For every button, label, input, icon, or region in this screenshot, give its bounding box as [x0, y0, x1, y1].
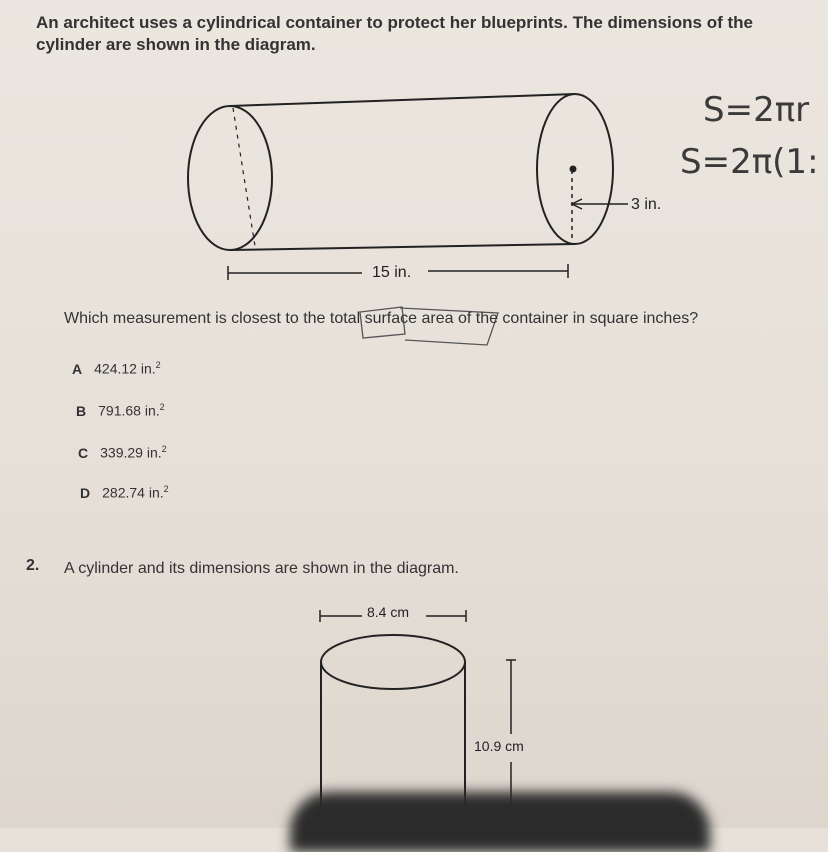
handwritten-formula-2: S=2π(1:	[680, 142, 819, 182]
choice-a-letter: A	[72, 360, 83, 377]
choice-b-value: 791.68 in.	[98, 402, 160, 419]
diameter-label: 8.4 cm	[367, 604, 410, 620]
choice-b-power: 2	[159, 402, 165, 412]
center-dot	[570, 166, 577, 173]
photo-shadow	[290, 792, 710, 852]
height-label: 10.9 cm	[474, 738, 524, 754]
handwritten-formula-1: S=2πr	[703, 90, 810, 130]
choice-c-value: 339.29 in.	[100, 444, 162, 461]
question-2-prompt: A cylinder and its dimensions are shown in the diagram.	[64, 560, 459, 577]
cylinder-top-face	[321, 635, 465, 689]
choice-a-value: 424.12 in.	[94, 360, 156, 377]
choice-c[interactable]	[78, 444, 167, 461]
cylinder-bottom-edge	[230, 244, 575, 250]
question-1-prompt: An architect uses a cylindrical container to protect her blueprints. The dimensions of the cylinder are shown in the diagram.	[36, 13, 753, 54]
choice-b[interactable]	[76, 402, 165, 419]
horizontal-cylinder-diagram	[188, 94, 628, 280]
length-label: 15 in.	[372, 264, 412, 281]
hidden-edge	[233, 108, 255, 246]
choice-a[interactable]	[72, 360, 161, 377]
cylinder-top-edge	[230, 94, 575, 106]
cylinder-left-end	[188, 106, 272, 250]
choice-d-value: 282.74 in.	[102, 484, 164, 501]
choice-d[interactable]	[80, 484, 169, 501]
choice-b-letter: B	[76, 402, 87, 419]
choice-d-power: 2	[163, 484, 169, 494]
choice-c-power: 2	[161, 444, 167, 454]
choice-d-letter: D	[80, 484, 91, 501]
radius-label: 3 in.	[631, 196, 662, 213]
question-2-number: 2.	[26, 557, 40, 574]
choice-a-power: 2	[155, 360, 161, 370]
question-1-text: Which measurement is closest to the total surface area of the container in square inches?	[64, 310, 699, 327]
choice-c-letter: C	[78, 444, 89, 461]
